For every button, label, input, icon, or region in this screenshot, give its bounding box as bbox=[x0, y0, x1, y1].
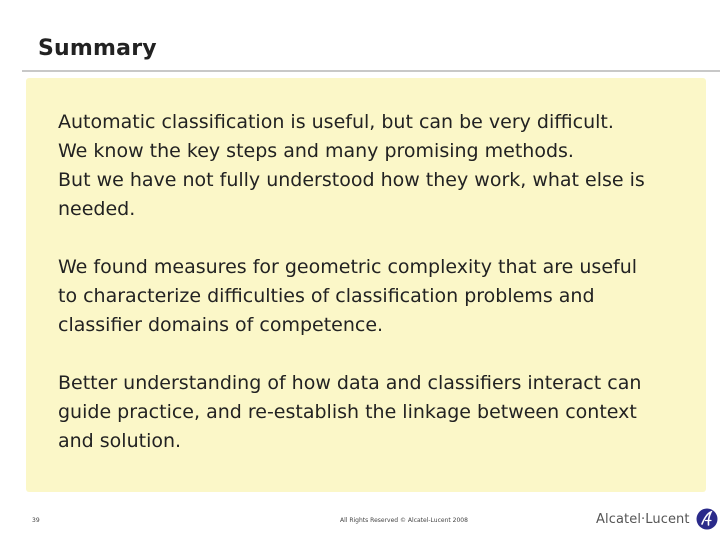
alcatel-lucent-logo-icon bbox=[696, 508, 718, 530]
text-line: and solution. bbox=[58, 430, 182, 452]
text-line: guide practice, and re-establish the linkage between context bbox=[58, 401, 637, 423]
summary-paragraph-1 bbox=[58, 108, 698, 224]
text-line: Better understanding of how data and classifiers interact can bbox=[58, 372, 642, 394]
text-line: We found measures for geometric complexity that are useful bbox=[58, 256, 638, 278]
company-logo bbox=[596, 508, 718, 530]
summary-paragraph-3 bbox=[58, 369, 698, 456]
summary-paragraph-2 bbox=[58, 253, 698, 340]
text-line: We know the key steps and many promising methods. bbox=[58, 140, 574, 162]
text-line: But we have not fully understood how they work, what else is bbox=[58, 169, 645, 191]
text-line: to characterize difficulties of classification problems and bbox=[58, 285, 595, 307]
text-line: classifier domains of competence. bbox=[58, 314, 384, 336]
copyright-footer: All Rights Reserved © Alcatel-Lucent 2008 bbox=[340, 517, 468, 524]
text-line: Automatic classification is useful, but can be very difficult. bbox=[58, 111, 614, 133]
summary-body bbox=[58, 108, 698, 456]
title-divider bbox=[22, 70, 720, 72]
slide-title: Summary bbox=[38, 36, 157, 61]
page-number: 39 bbox=[32, 517, 40, 524]
text-line: needed. bbox=[58, 198, 136, 220]
logo-wordmark: Alcatel·Lucent bbox=[596, 511, 690, 527]
